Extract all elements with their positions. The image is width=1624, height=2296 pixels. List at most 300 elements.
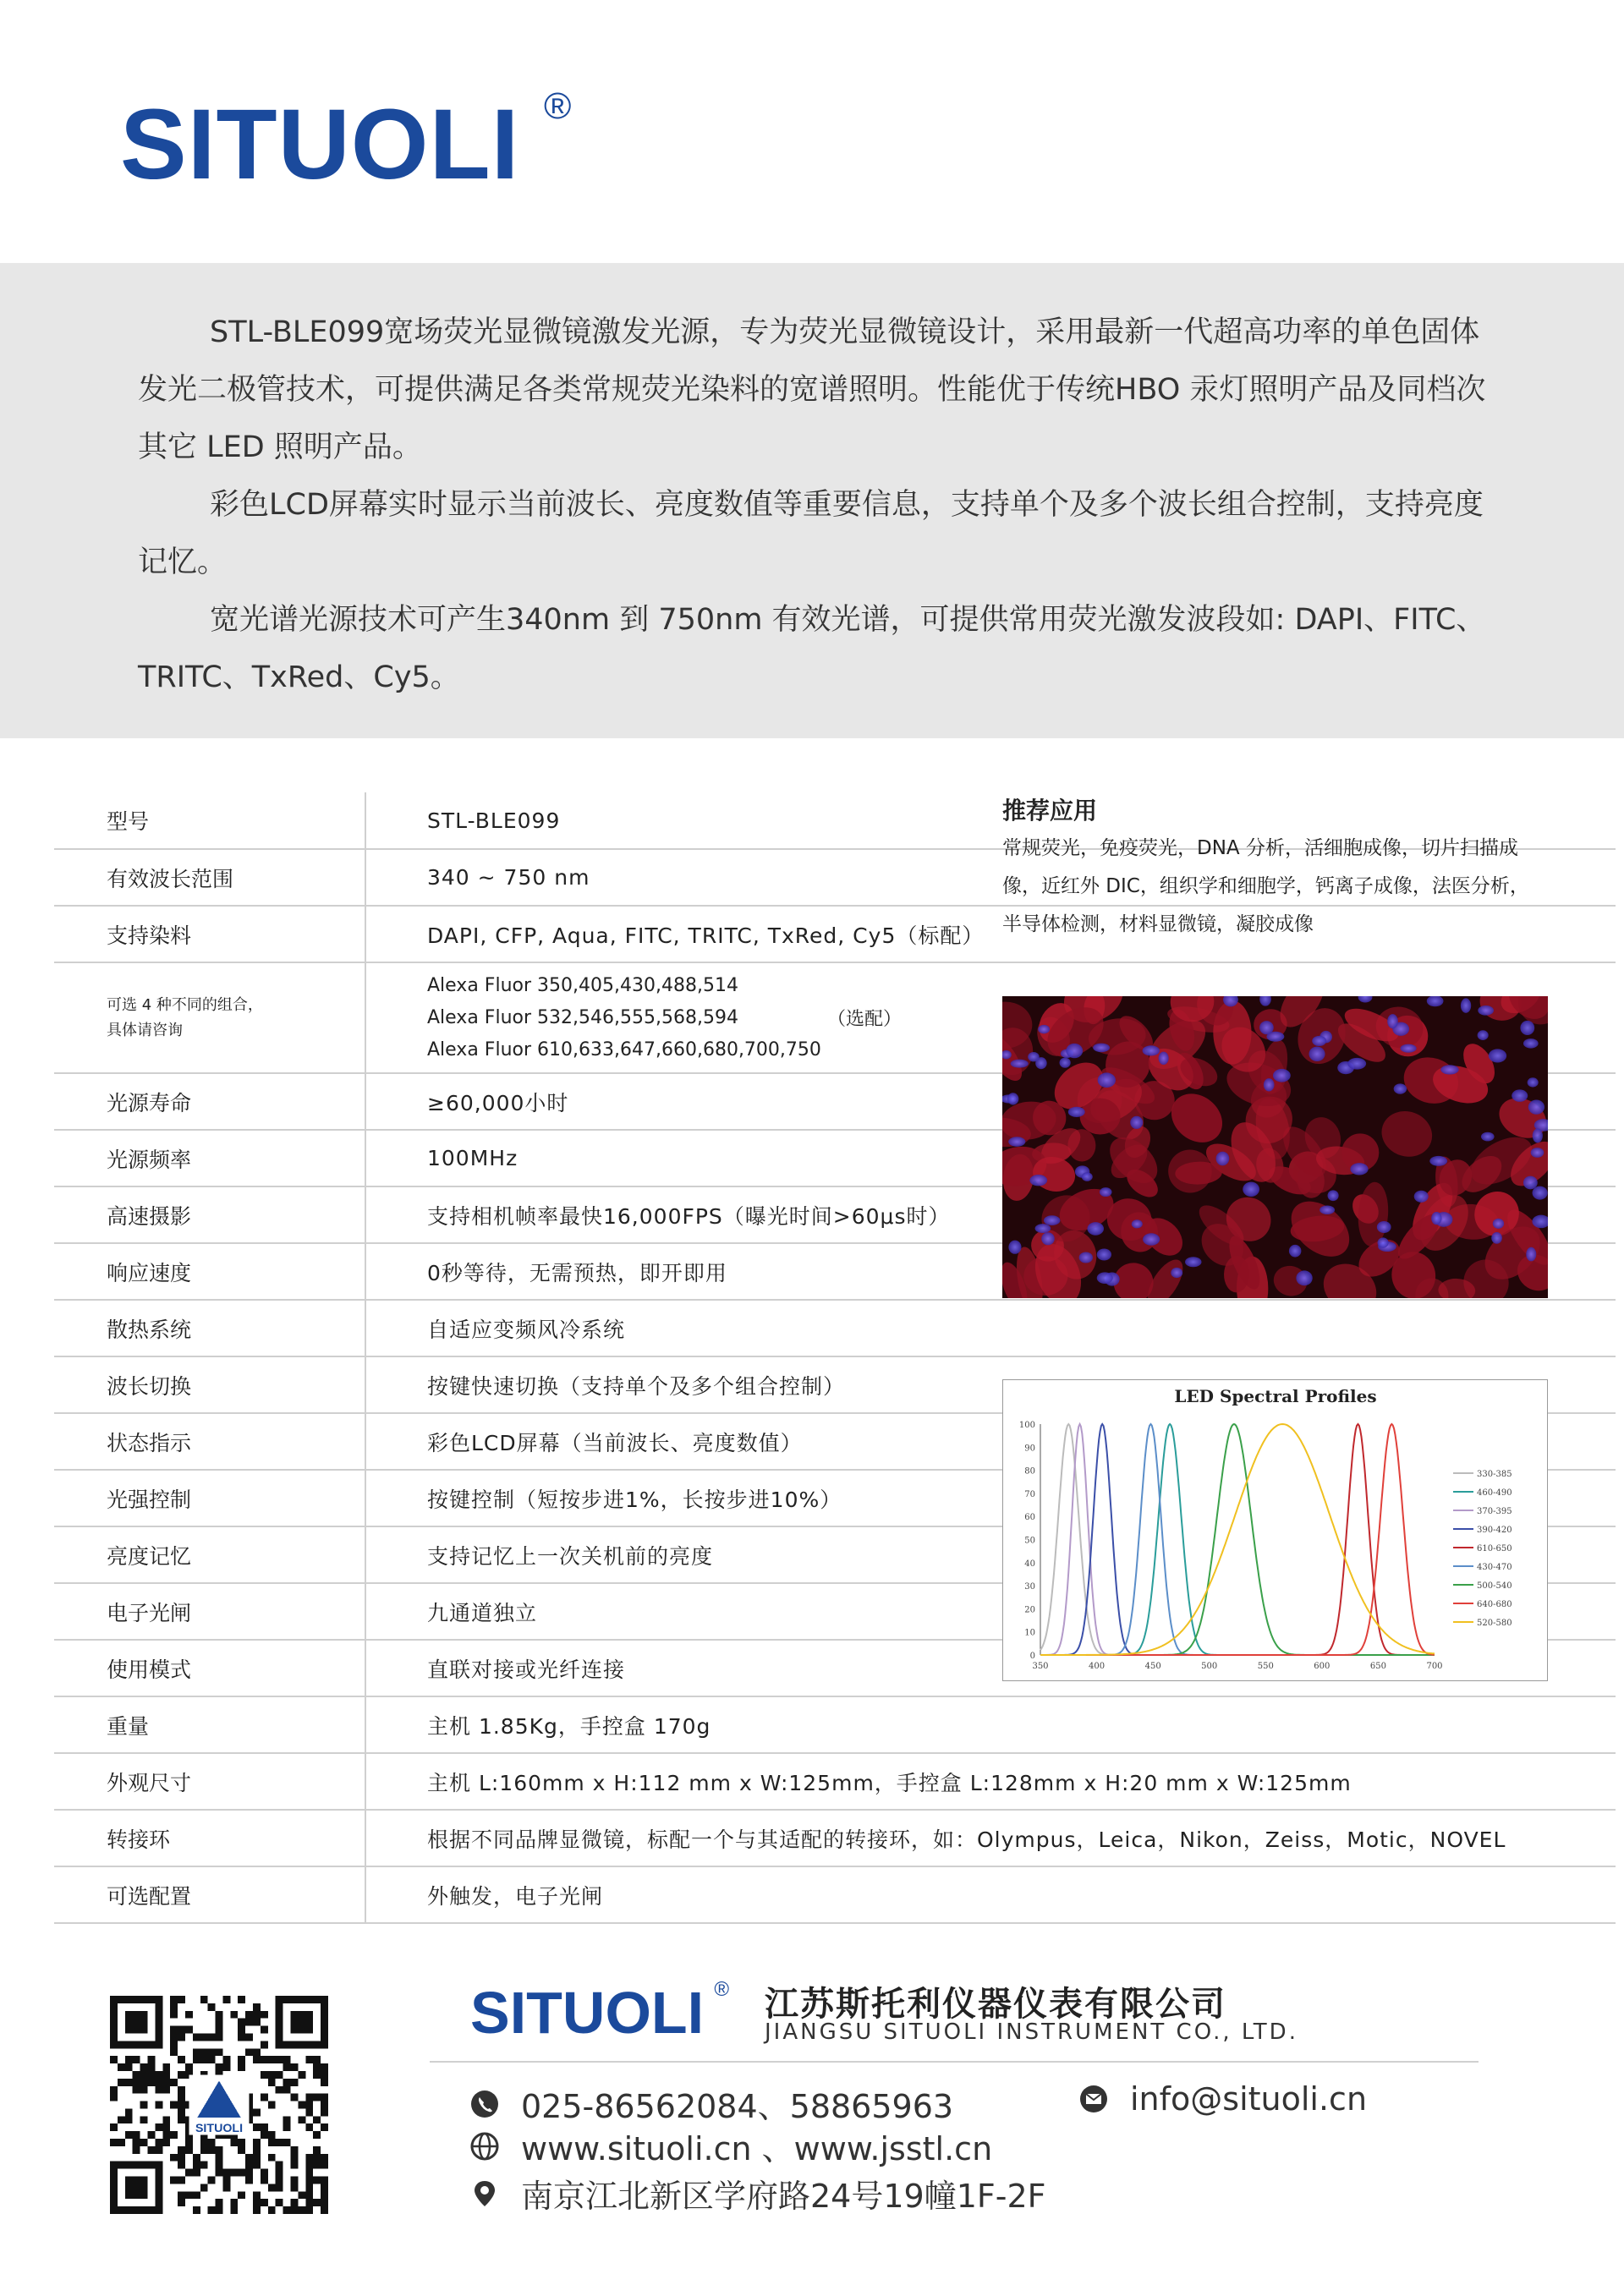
qr-module [283, 2063, 291, 2071]
qr-finder-core [125, 2011, 148, 2034]
apps-text: 常规荧光，免疫荧光，DNA 分析，活细胞成像，切片扫描成像，近红外 DIC，组织学和细胞学，钙离子成像，法医分析，半导体检测，材料显微镜，凝胶成像 [1002, 837, 1529, 935]
qr-module [321, 2191, 328, 2199]
spec-value: 外触发，电子光闸 [365, 1866, 1616, 1923]
qr-module [305, 2154, 313, 2162]
qr-module [291, 2154, 299, 2162]
cell-nucleus [1029, 1175, 1047, 1186]
y-tick-label: 50 [1024, 1536, 1035, 1546]
x-tick-label: 700 [1426, 1662, 1443, 1671]
brand-logo [120, 85, 573, 200]
qr-module [162, 2123, 170, 2131]
x-tick-label: 350 [1032, 1662, 1049, 1671]
qr-module [321, 2177, 328, 2184]
qr-module [140, 2101, 148, 2109]
qr-module [283, 2079, 291, 2086]
qr-module [216, 2162, 223, 2169]
cell-nucleus [1528, 1099, 1544, 1114]
spec-value: 主机 L:160mm x H:112 mm x W:125mm，手控盒 L:128mm x H:20 mm x W:125mm [365, 1753, 1616, 1810]
qr-module [305, 2094, 313, 2101]
cell-nucleus [1526, 1247, 1536, 1262]
cell-nucleus [1082, 1172, 1093, 1181]
qr-module [305, 2199, 313, 2206]
qr-module [298, 2101, 305, 2109]
qr-module [125, 2131, 133, 2139]
qr-module [276, 2139, 283, 2146]
qr-module [313, 2131, 321, 2139]
qr-module [222, 2169, 230, 2177]
qr-module [200, 2139, 208, 2146]
qr-module [276, 2199, 283, 2206]
spec-key: 高速摄影 [54, 1186, 365, 1243]
qr-module [238, 2056, 245, 2063]
qr-module [222, 2056, 230, 2063]
cell-nucleus [1531, 1148, 1544, 1158]
qr-module [321, 2184, 328, 2191]
spec-key: 响应速度 [54, 1243, 365, 1300]
qr-module [200, 2048, 208, 2056]
qr-module [170, 2003, 178, 2011]
qr-module [155, 2101, 162, 2109]
qr-module [238, 2139, 245, 2146]
qr-module [321, 2162, 328, 2169]
cell-nucleus [1394, 1083, 1407, 1093]
qr-module [147, 2079, 155, 2086]
qr-module [170, 2048, 178, 2056]
qr-module [216, 2033, 223, 2041]
cell-nucleus [1523, 1176, 1538, 1190]
qr-module [276, 2056, 283, 2063]
x-tick-label: 400 [1089, 1662, 1106, 1671]
intro-paragraph-3: 宽光谱光源技术可产生340nm 到 750nm 有效光谱，可提供常用荧光激发波段如: DAPI、FITC、TRITC、TxRed、Cy5。 [138, 603, 1486, 694]
series-line [1040, 1424, 1435, 1655]
spec-value: 自适应变频风冷系统 [365, 1300, 1616, 1356]
qr-module [200, 2146, 208, 2154]
cell-nucleus [1440, 1065, 1458, 1074]
y-tick-label: 0 [1029, 1652, 1035, 1661]
contact-address [470, 2170, 1046, 2217]
cell-nucleus [1008, 1137, 1025, 1147]
cell-nucleus [1491, 1232, 1502, 1244]
qr-module [118, 2079, 125, 2086]
y-tick-label: 100 [1018, 1421, 1035, 1430]
qr-module [261, 2123, 268, 2131]
qr-module [313, 2177, 321, 2184]
qr-module [276, 2184, 283, 2191]
qr-module [222, 2184, 230, 2191]
qr-module [253, 2199, 261, 2206]
qr-module [238, 2019, 245, 2026]
qr-module [170, 2101, 178, 2109]
cell-nucleus [1068, 1107, 1085, 1117]
qr-module [321, 2101, 328, 2109]
spec-key-combo [54, 962, 365, 1073]
qr-module [140, 2086, 148, 2094]
qr-module [178, 2177, 185, 2184]
spec-key: 光强控制 [54, 1470, 365, 1526]
spectral-chart-svg [1003, 1380, 1547, 1680]
cell-nucleus [1520, 1021, 1534, 1035]
qr-module [298, 2116, 305, 2123]
qr-module [291, 2162, 299, 2169]
spec-value: 九通道独立 [365, 1583, 1616, 1640]
spec-key: 散热系统 [54, 1300, 365, 1356]
qr-module [140, 2063, 148, 2071]
footer-logo [470, 1978, 730, 2046]
qr-module [261, 2071, 268, 2079]
qr-module [133, 2131, 140, 2139]
contact-web [470, 2123, 992, 2169]
spec-key: 光源频率 [54, 1130, 365, 1186]
spec-value: 按键控制（短按步进1%，长按步进10%） [365, 1470, 1616, 1526]
qr-module [321, 2199, 328, 2206]
cell-nucleus [1097, 1272, 1113, 1284]
qr-module [245, 2048, 253, 2056]
cell-nucleus [1130, 1116, 1143, 1129]
qr-module [178, 2199, 185, 2206]
qr-module [118, 2116, 125, 2123]
qr-module [162, 2139, 170, 2146]
cell-nucleus [1044, 1215, 1060, 1225]
table-row [54, 1696, 1616, 1753]
y-tick-label: 20 [1024, 1605, 1035, 1615]
qr-module [208, 2139, 216, 2146]
cell-nucleus [1079, 1252, 1093, 1263]
spec-key: 光源寿命 [54, 1073, 365, 1130]
qr-module [178, 2116, 185, 2123]
qr-module [298, 2191, 305, 2199]
qr-module [140, 2139, 148, 2146]
qr-module [208, 2003, 216, 2011]
legend-label: 610-650 [1477, 1544, 1512, 1553]
qr-module [216, 2026, 223, 2034]
qr-module [216, 2146, 223, 2154]
qr-module [253, 2146, 261, 2154]
qr-module [110, 2056, 118, 2063]
cell-nucleus [1481, 1132, 1495, 1142]
email-icon [1079, 2085, 1108, 2113]
qr-module [253, 2019, 261, 2026]
spec-value: 340 ~ 750 nm [365, 849, 1616, 906]
qr-module [245, 2177, 253, 2184]
y-tick-label: 80 [1024, 1466, 1035, 1477]
optional-label: （选配） [827, 1008, 903, 1030]
cell-nucleus [1035, 1224, 1051, 1233]
cell-nucleus [1429, 1156, 1447, 1166]
qr-module [133, 2139, 140, 2146]
qr-module [253, 2048, 261, 2056]
qr-module [291, 2184, 299, 2191]
spec-value: 0秒等待，无需预热，即开即用 [365, 1243, 1616, 1300]
qr-module [305, 2056, 313, 2063]
cell-nucleus [1264, 1078, 1275, 1091]
qr-module [162, 2071, 170, 2079]
qr-module [178, 2094, 185, 2101]
cell-nucleus [1478, 1006, 1494, 1016]
qr-module [261, 2177, 268, 2184]
qr-module [253, 2011, 261, 2019]
qr-module [178, 2191, 185, 2199]
cell-nucleus [1097, 1248, 1111, 1260]
qr-module [313, 2071, 321, 2079]
spec-key: 状态指示 [54, 1413, 365, 1470]
qr-module [283, 2123, 291, 2131]
cell-nucleus [1098, 1072, 1116, 1088]
qr-module [253, 2162, 261, 2169]
qr-module [276, 2177, 283, 2184]
qr-module [216, 2199, 223, 2206]
qr-module [185, 2011, 193, 2019]
cell-nucleus [1512, 1089, 1528, 1101]
spec-value: STL-BLE099 [365, 792, 1616, 849]
qr-module [305, 2184, 313, 2191]
footer-registered-mark: ® [714, 1978, 730, 2001]
phone-icon [470, 2090, 499, 2118]
qr-module [291, 2063, 299, 2071]
qr-module [261, 2199, 268, 2206]
qr-module [268, 2071, 276, 2079]
qr-module [216, 2011, 223, 2019]
qr-module [133, 2056, 140, 2063]
qr-module [268, 2079, 276, 2086]
qr-module [238, 2169, 245, 2177]
cell-nucleus [1008, 1241, 1021, 1254]
spec-value: ≥60,000小时 [365, 1073, 1616, 1130]
cell-nucleus [1347, 1058, 1366, 1070]
cell-nucleus [1431, 1212, 1441, 1225]
qr-module [208, 2177, 216, 2184]
cell-image-graphic [1002, 996, 1548, 1298]
qr-module [185, 2063, 193, 2071]
qr-module [313, 2056, 321, 2063]
alexa-line-1: Alexa Fluor 350,405,430,488,514 [427, 974, 738, 996]
qr-module [245, 2169, 253, 2177]
qr-module [268, 2056, 276, 2063]
qr-module [216, 2063, 223, 2071]
qr-module [276, 2162, 283, 2169]
cell-nucleus [1143, 1233, 1160, 1245]
spec-value: 直联对接或光纤连接 [365, 1640, 1616, 1696]
cell-nucleus [1289, 1245, 1302, 1258]
spec-key: 有效波长范围 [54, 849, 365, 906]
qr-finder-core [125, 2177, 148, 2200]
spec-value: 100MHz [365, 1130, 1616, 1186]
spec-value: 支持相机帧率最快16,000FPS（曝光时间>60μs时） [365, 1186, 1616, 1243]
intro-paragraph-2: 彩色LCD屏幕实时显示当前波长、亮度数值等重要信息，支持单个及多个波长组合控制，支持亮度记忆。 [138, 488, 1484, 579]
qr-module [178, 2026, 185, 2034]
spec-key: 转接环 [54, 1810, 365, 1866]
qr-module [245, 2154, 253, 2162]
qr-module [162, 2131, 170, 2139]
cell-nucleus [1296, 1270, 1312, 1285]
qr-module [305, 2108, 313, 2116]
qr-module [261, 2011, 268, 2019]
website-link[interactable]: www.situoli.cn 、www.jsstl.cn [521, 2130, 993, 2167]
y-tick-label: 90 [1024, 1444, 1035, 1454]
qr-module [208, 2206, 216, 2214]
x-tick-label: 500 [1201, 1662, 1218, 1671]
table-row [54, 1810, 1616, 1866]
cell-nucleus [1523, 1038, 1539, 1048]
spec-table [54, 792, 1616, 1924]
qr-module [238, 1996, 245, 2003]
spec-value: 支持记忆上一次关机前的亮度 [365, 1526, 1616, 1583]
qr-module [222, 2063, 230, 2071]
qr-module [170, 2041, 178, 2048]
qr-module [133, 2071, 140, 2079]
qr-code [110, 1996, 328, 2214]
qr-module [321, 2154, 328, 2162]
qr-module [230, 2169, 238, 2177]
cell-nucleus [1143, 1045, 1160, 1055]
qr-module [208, 2033, 216, 2041]
chart-title: LED Spectral Profiles [1174, 1386, 1377, 1406]
qr-module [268, 2101, 276, 2109]
qr-module [200, 2033, 208, 2041]
legend-label: 330-385 [1477, 1470, 1512, 1479]
cell-nucleus [1011, 1060, 1029, 1068]
qr-module [253, 2154, 261, 2162]
qr-module [170, 2131, 178, 2139]
cell-nucleus [1087, 1222, 1104, 1236]
x-tick-label: 550 [1257, 1662, 1274, 1671]
intro-section [0, 263, 1624, 738]
qr-module [133, 2146, 140, 2154]
qr-module [245, 2019, 253, 2026]
qr-module [178, 2056, 185, 2063]
qr-module [261, 2056, 268, 2063]
qr-module [291, 2094, 299, 2101]
qr-module [125, 2063, 133, 2071]
qr-module [216, 2154, 223, 2162]
qr-module [193, 2162, 200, 2169]
cell-nucleus [1309, 1047, 1325, 1061]
contact-phone [470, 2080, 953, 2127]
spec-value: 根据不同品牌显微镜，标配一个与其适配的转接环，如：Olympus，Leica，Nikon，Zeiss，Motic，NOVEL [365, 1810, 1616, 1866]
qr-module [305, 2123, 313, 2131]
qr-module [178, 2101, 185, 2109]
qr-module [276, 2169, 283, 2177]
qr-module [110, 2086, 118, 2094]
x-tick-label: 450 [1144, 1662, 1161, 1671]
legend-label: 370-395 [1477, 1507, 1512, 1516]
intro-paragraph-1: STL-BLE099宽场荧光显微镜激发光源，专为荧光显微镜设计，采用最新一代超高功率的单色固体发光二极管技术，可提供满足各类常规荧光染料的宽谱照明。性能优于传统HBO 汞灯照明产品及同档次其它 LED 照明产品。 [138, 315, 1486, 464]
qr-module [313, 2063, 321, 2071]
qr-module [118, 2139, 125, 2146]
qr-module [178, 2086, 185, 2094]
qr-module [178, 1996, 185, 2003]
fluorescence-cell-image [1002, 996, 1548, 1298]
qr-finder-core [291, 2011, 314, 2034]
qr-module [313, 2146, 321, 2154]
qr-module [253, 2056, 261, 2063]
qr-module [178, 2033, 185, 2041]
qr-module [185, 2191, 193, 2199]
cell-nucleus [1461, 998, 1471, 1012]
qr-module [238, 2146, 245, 2154]
qr-module [155, 2071, 162, 2079]
qr-module [313, 2116, 321, 2123]
qr-module [222, 2177, 230, 2184]
registered-mark: ® [544, 85, 573, 127]
table-row [54, 1300, 1616, 1356]
qr-module [170, 1996, 178, 2003]
qr-module [193, 2206, 200, 2214]
qr-module [140, 2079, 148, 2086]
qr-module [321, 2123, 328, 2131]
cell-nucleus [1060, 1058, 1071, 1068]
qr-module [238, 2063, 245, 2071]
email-link[interactable]: info@situoli.cn [1130, 2080, 1368, 2118]
qr-module [268, 2206, 276, 2214]
table-row [54, 1753, 1616, 1810]
cell-nucleus [1132, 1219, 1143, 1228]
qr-module [155, 2146, 162, 2154]
qr-module [313, 2199, 321, 2206]
intro-text [138, 304, 1508, 706]
qr-module [178, 2071, 185, 2079]
qr-logo-label: SITUOLI [195, 2122, 244, 2136]
cell-nucleus [1350, 1163, 1368, 1175]
qr-module [305, 2169, 313, 2177]
y-tick-label: 10 [1024, 1628, 1035, 1638]
spec-value: DAPI, CFP, Aqua, FITC, TRITC, TxRed, Cy5（标配） [365, 906, 1616, 962]
qr-module [133, 2079, 140, 2086]
qr-module [147, 2063, 155, 2071]
qr-module [125, 2056, 133, 2063]
footer-divider [430, 2061, 1479, 2063]
qr-module [261, 2094, 268, 2101]
qr-module [283, 2206, 291, 2214]
qr-module [305, 2162, 313, 2169]
qr-module [155, 2123, 162, 2131]
qr-module [238, 2033, 245, 2041]
qr-module [110, 2123, 118, 2131]
cell-nucleus [1328, 1190, 1339, 1201]
qr-module [155, 2079, 162, 2086]
cell-nucleus [1377, 1221, 1391, 1233]
qr-module [170, 2011, 178, 2019]
qr-module [305, 2177, 313, 2184]
qr-module [216, 2169, 223, 2177]
qr-module [291, 2206, 299, 2214]
qr-module [147, 2146, 155, 2154]
qr-module [178, 2108, 185, 2116]
qr-module [313, 2162, 321, 2169]
qr-module [193, 2033, 200, 2041]
cell-nucleus [1259, 1021, 1274, 1034]
qr-module [291, 2146, 299, 2154]
legend-label: 390-420 [1477, 1526, 1512, 1535]
qr-module [253, 2191, 261, 2199]
qr-module [230, 2199, 238, 2206]
qr-module [238, 2026, 245, 2034]
qr-module [162, 2079, 170, 2086]
qr-module [291, 2199, 299, 2206]
qr-module [200, 2184, 208, 2191]
qr-module [178, 2146, 185, 2154]
spec-key: 波长切换 [54, 1356, 365, 1413]
qr-module [313, 2094, 321, 2101]
qr-module [283, 2086, 291, 2094]
qr-module [276, 2086, 283, 2094]
qr-code-graphic [110, 1996, 328, 2214]
qr-module [291, 2079, 299, 2086]
y-tick-label: 40 [1024, 1559, 1035, 1569]
qr-module [200, 2162, 208, 2169]
qr-module [245, 2033, 253, 2041]
cell-nucleus [1533, 1129, 1543, 1143]
qr-module [321, 2063, 328, 2071]
